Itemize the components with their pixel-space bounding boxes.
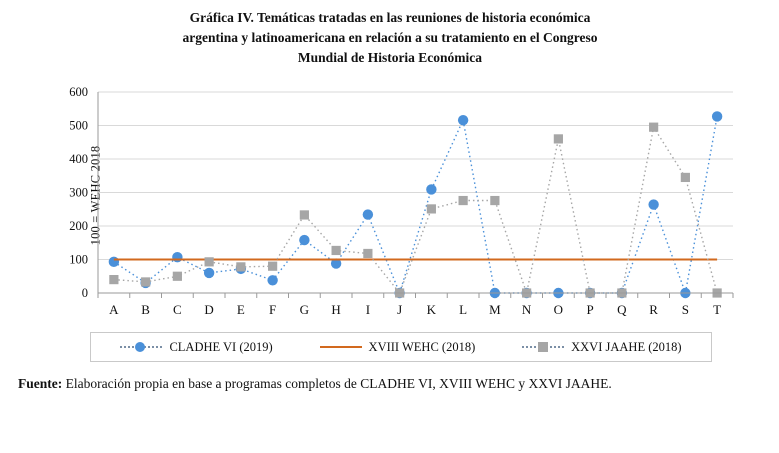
- series-point-marker: [173, 272, 182, 281]
- x-tick-label: D: [204, 302, 214, 317]
- dotted-line-circle-icon: [120, 341, 162, 353]
- y-tick-label: 500: [69, 118, 88, 133]
- series-point-marker: [205, 257, 214, 266]
- series-point-marker: [458, 115, 468, 125]
- solid-line-icon: [320, 341, 362, 353]
- x-tick-label: S: [681, 302, 689, 317]
- x-tick-label: C: [173, 302, 182, 317]
- legend-item-jaahe[interactable]: [522, 340, 681, 355]
- x-tick-label: N: [521, 302, 532, 317]
- x-axis-ticks: [109, 302, 721, 317]
- series-point-marker: [363, 209, 373, 219]
- x-tick-label: F: [269, 302, 277, 317]
- source-text: Elaboración propia en base a programas completos de CLADHE VI, XVIII WEHC y XXVI JAAHE.: [62, 376, 612, 391]
- x-tick-label: O: [553, 302, 564, 317]
- series-point-marker: [363, 249, 372, 258]
- x-tick-label: E: [236, 302, 245, 317]
- series-point-marker: [426, 184, 436, 194]
- y-axis-label: 100 = WEHC 2018: [88, 145, 103, 246]
- y-tick-label: 100: [69, 252, 88, 267]
- series-point-marker: [267, 275, 277, 285]
- figure-title-line-2: argentina y latinoamericana en relación a su tratamiento en el Congreso: [182, 30, 598, 45]
- legend-label-wehc: XVIII WEHC (2018): [368, 339, 476, 354]
- series-point-marker: [681, 173, 690, 182]
- x-tick-label: R: [649, 302, 658, 317]
- x-tick-label: H: [331, 302, 341, 317]
- y-tick-label: 0: [81, 286, 88, 300]
- x-tick-label: T: [713, 302, 722, 317]
- series-point-marker: [459, 196, 468, 205]
- series-point-marker: [236, 262, 245, 271]
- x-tick-label: B: [141, 302, 150, 317]
- legend-label-jaahe: XXVI JAAHE (2018): [571, 339, 682, 354]
- series-point-marker: [648, 199, 658, 209]
- x-tick-label: L: [459, 302, 468, 317]
- chart-legend: [90, 332, 712, 362]
- chart-area: [0, 78, 779, 338]
- figure-title: [60, 8, 720, 68]
- series-point-marker: [204, 268, 214, 278]
- y-tick-label: 200: [69, 219, 88, 233]
- series-point-marker: [299, 235, 309, 245]
- series-point-marker: [300, 210, 309, 219]
- y-tick-label: 300: [69, 185, 88, 200]
- legend-item-cladhe[interactable]: [120, 340, 272, 355]
- series-point-marker: [109, 257, 119, 267]
- series-point-marker: [490, 196, 499, 205]
- x-tick-label: I: [365, 302, 371, 317]
- x-tick-label: J: [397, 302, 403, 317]
- series-point-marker: [649, 123, 658, 132]
- x-tick-label: P: [586, 302, 594, 317]
- series-line: [114, 127, 717, 293]
- x-tick-label: Q: [617, 302, 627, 317]
- series-point-marker: [141, 277, 150, 286]
- y-tick-label: 600: [69, 85, 88, 99]
- data-series: [109, 111, 723, 298]
- x-tick-label: A: [109, 302, 119, 317]
- axis-lines: [98, 92, 733, 298]
- series-point-marker: [172, 252, 182, 262]
- gridlines: [98, 92, 733, 293]
- series-point-marker: [712, 111, 722, 121]
- series-point-marker: [268, 262, 277, 271]
- dotted-line-square-icon: [522, 341, 564, 353]
- x-tick-label: K: [426, 302, 437, 317]
- series-point-marker: [332, 246, 341, 255]
- legend-item-wehc[interactable]: [320, 340, 476, 355]
- x-tick-label: M: [489, 302, 501, 317]
- chart-plot: [0, 78, 779, 338]
- y-tick-label: 400: [69, 152, 88, 166]
- series-point-marker: [427, 204, 436, 213]
- series-point-marker: [554, 134, 563, 143]
- figure-source-note: [18, 374, 758, 394]
- series-line: [114, 117, 717, 294]
- source-label: Fuente:: [18, 376, 63, 391]
- y-axis-ticks: [69, 85, 88, 300]
- figure-title-line-3: Mundial de Historia Económica: [297, 50, 483, 65]
- figure-title-line-1: Gráfica IV. Temáticas tratadas en las reuniones de historia económica: [189, 10, 591, 25]
- legend-label-cladhe: CLADHE VI (2019): [169, 339, 273, 354]
- series-point-marker: [109, 275, 118, 284]
- x-tick-label: G: [299, 302, 310, 317]
